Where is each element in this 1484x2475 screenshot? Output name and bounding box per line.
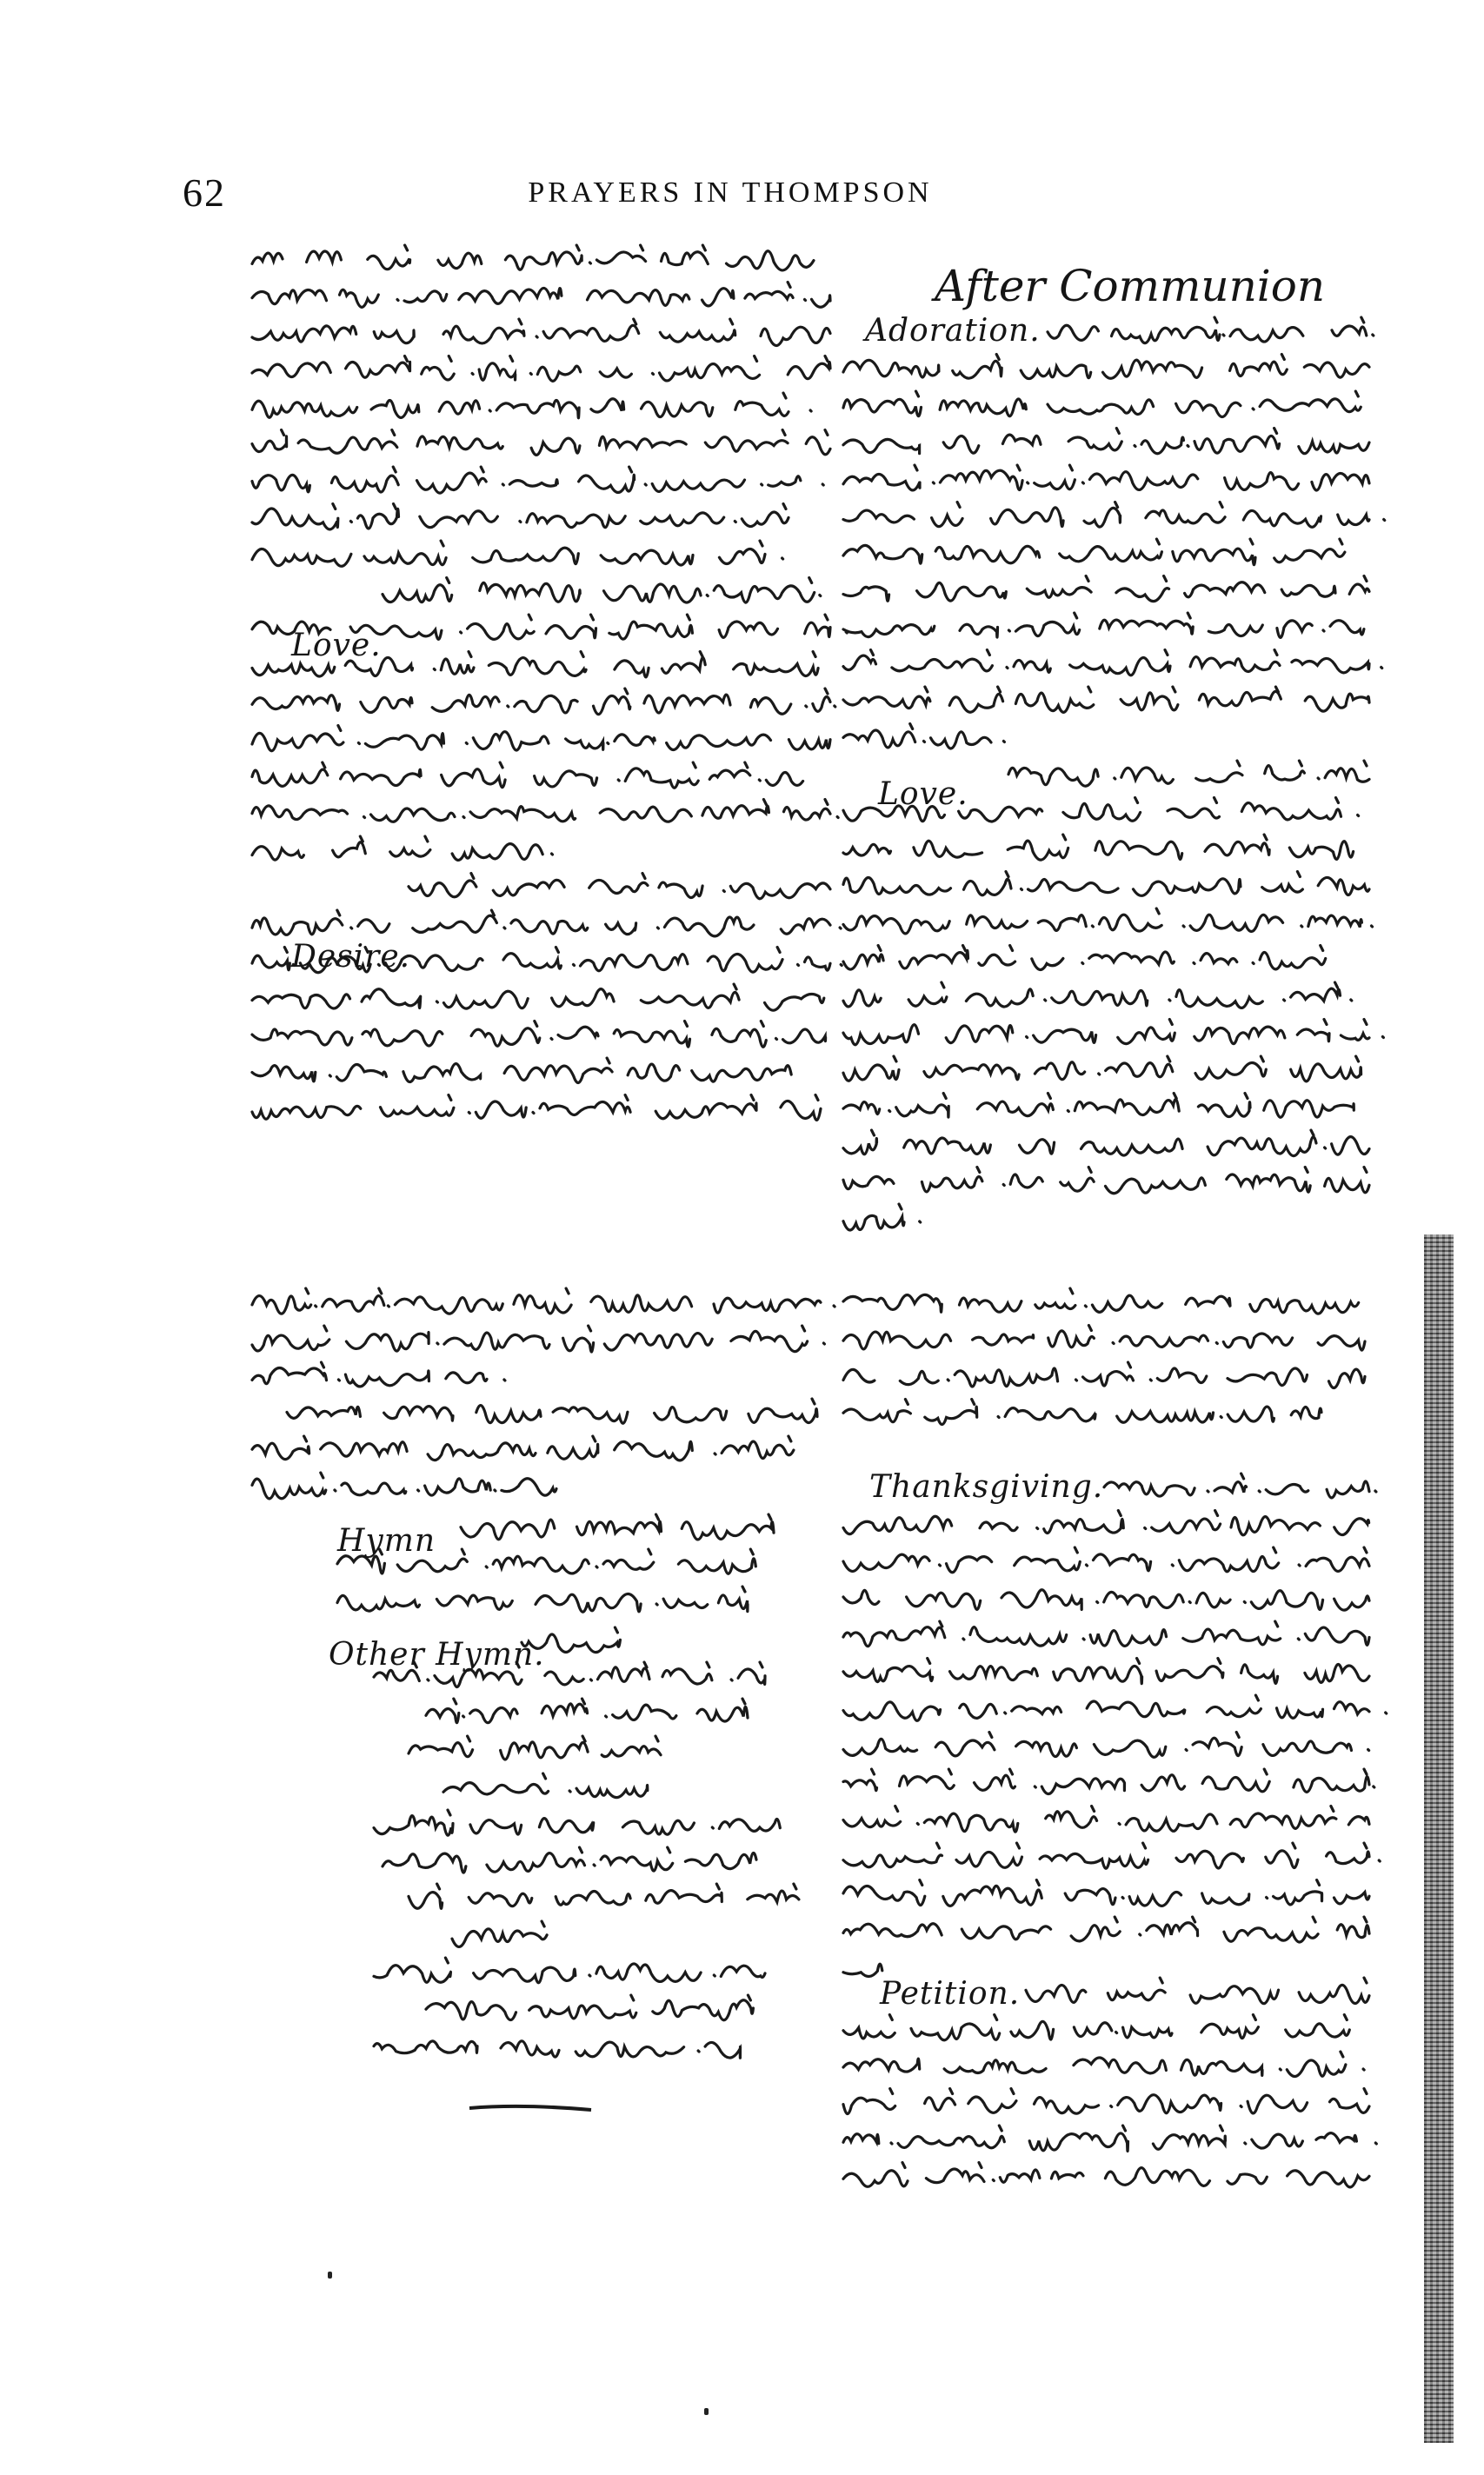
shorthand-line bbox=[383, 578, 821, 603]
shorthand-line bbox=[252, 356, 830, 382]
shorthand-line bbox=[843, 1880, 1369, 1906]
shorthand-line bbox=[252, 836, 553, 860]
shorthand-line bbox=[843, 465, 1369, 490]
shorthand-line bbox=[843, 1843, 1380, 1868]
shorthand-line bbox=[252, 1362, 505, 1387]
shorthand-line bbox=[843, 946, 1326, 970]
shorthand-line bbox=[252, 910, 841, 936]
shorthand-line bbox=[843, 724, 1004, 748]
shorthand-line bbox=[252, 393, 811, 418]
label-thanksgiving: Thanksgiving. bbox=[869, 1469, 1104, 1505]
shorthand-line bbox=[374, 1958, 765, 1983]
shorthand-line bbox=[843, 1733, 1369, 1758]
shorthand-line bbox=[252, 283, 830, 308]
shorthand-line bbox=[843, 1806, 1369, 1833]
shorthand-line bbox=[252, 800, 838, 822]
shorthand-line bbox=[252, 1095, 821, 1121]
shorthand-line bbox=[843, 1056, 1361, 1081]
shorthand-line bbox=[252, 984, 824, 1010]
shorthand-line bbox=[409, 1736, 661, 1760]
shorthand-line bbox=[843, 1168, 1369, 1194]
shorthand-line bbox=[252, 1021, 826, 1048]
page-number: 62 bbox=[183, 170, 226, 215]
label-petition: Petition. bbox=[880, 1976, 1021, 2012]
shorthand-line bbox=[843, 1362, 1365, 1387]
shorthand-line bbox=[843, 650, 1382, 675]
label-adoration: Adoration. bbox=[865, 313, 1041, 349]
label-love-left: Love. bbox=[291, 628, 382, 663]
shorthand-line bbox=[409, 1884, 799, 1908]
shorthand-line bbox=[843, 1621, 1369, 1647]
shorthand-line bbox=[252, 504, 789, 529]
shorthand-line bbox=[452, 1921, 547, 1946]
shorthand-line bbox=[843, 1769, 1374, 1794]
shorthand-line bbox=[843, 576, 1369, 602]
shorthand-line bbox=[843, 2126, 1376, 2151]
shorthand-line bbox=[843, 872, 1369, 896]
shorthand-line bbox=[252, 1058, 791, 1082]
shorthand-line bbox=[843, 687, 1369, 712]
shorthand-line bbox=[843, 355, 1369, 379]
shorthand-line bbox=[252, 762, 803, 788]
shorthand-line bbox=[252, 689, 835, 715]
shorthand-line bbox=[461, 1514, 774, 1540]
shorthand-line bbox=[383, 1847, 756, 1873]
shorthand-line bbox=[252, 245, 814, 270]
shorthand-line bbox=[252, 1326, 824, 1352]
shorthand-line bbox=[1104, 1474, 1376, 1498]
shorthand-line bbox=[1008, 761, 1369, 786]
shorthand-line bbox=[843, 908, 1373, 934]
shorthand-line bbox=[843, 1130, 1369, 1156]
label-love-right: Love. bbox=[878, 776, 968, 812]
shorthand-line bbox=[1026, 1978, 1369, 2004]
shorthand-line bbox=[843, 1204, 921, 1230]
shorthand-line bbox=[843, 2052, 1364, 2076]
shorthand-line bbox=[409, 874, 830, 899]
shorthand-line bbox=[843, 429, 1369, 454]
shorthand-line bbox=[843, 1917, 1369, 1942]
label-desire: Desire. bbox=[291, 939, 411, 975]
shorthand-line bbox=[374, 2041, 741, 2058]
shorthand-line bbox=[252, 1288, 835, 1314]
shorthand-line bbox=[843, 1511, 1369, 1535]
shorthand-line bbox=[252, 430, 830, 456]
shorthand-line bbox=[843, 1695, 1387, 1720]
shorthand-line bbox=[843, 2163, 1369, 2187]
section-separator bbox=[469, 2106, 591, 2110]
shorthand-line bbox=[843, 1400, 1321, 1425]
shorthand-line bbox=[426, 1699, 748, 1723]
shorthand-line bbox=[843, 982, 1352, 1008]
shorthand-line bbox=[843, 539, 1345, 565]
shorthand-line bbox=[337, 1587, 748, 1612]
speck bbox=[704, 2408, 709, 2415]
shorthand-line bbox=[252, 1473, 556, 1499]
section-heading-after-communion: After Communion bbox=[935, 261, 1326, 311]
shorthand-line bbox=[843, 391, 1361, 417]
shorthand-line bbox=[443, 1773, 648, 1798]
speck bbox=[328, 2272, 332, 2279]
shorthand-line bbox=[252, 726, 830, 751]
shorthand-line bbox=[287, 1399, 817, 1423]
shorthand-line bbox=[843, 835, 1354, 860]
running-head: PRAYERS IN THOMPSON bbox=[528, 176, 933, 209]
shorthand-line bbox=[426, 1995, 753, 2020]
shorthand-line bbox=[843, 1326, 1365, 1351]
shorthand-line bbox=[843, 1094, 1354, 1118]
shorthand-line bbox=[843, 613, 1364, 637]
shorthand-line bbox=[1048, 317, 1374, 343]
label-other-hymn: Other Hymn. bbox=[329, 1637, 545, 1673]
shorthand-line bbox=[843, 502, 1385, 528]
shorthand-line bbox=[843, 2089, 1369, 2114]
shorthand-line bbox=[252, 467, 823, 493]
shorthand-line bbox=[374, 1810, 780, 1835]
shorthand-line bbox=[843, 1288, 1359, 1314]
label-hymn: Hymn bbox=[337, 1523, 436, 1559]
shorthand-line bbox=[843, 1547, 1369, 1573]
shorthand-line bbox=[843, 1590, 1369, 1610]
shorthand-line bbox=[252, 541, 783, 566]
shorthand-line bbox=[843, 1659, 1369, 1684]
shorthand-line bbox=[843, 1020, 1383, 1045]
shorthand-line bbox=[252, 319, 830, 346]
scan-edge-strip bbox=[1424, 1234, 1454, 2443]
shorthand-line bbox=[843, 1964, 882, 1976]
shorthand-line bbox=[843, 2015, 1349, 2040]
shorthand-line bbox=[252, 1436, 794, 1460]
